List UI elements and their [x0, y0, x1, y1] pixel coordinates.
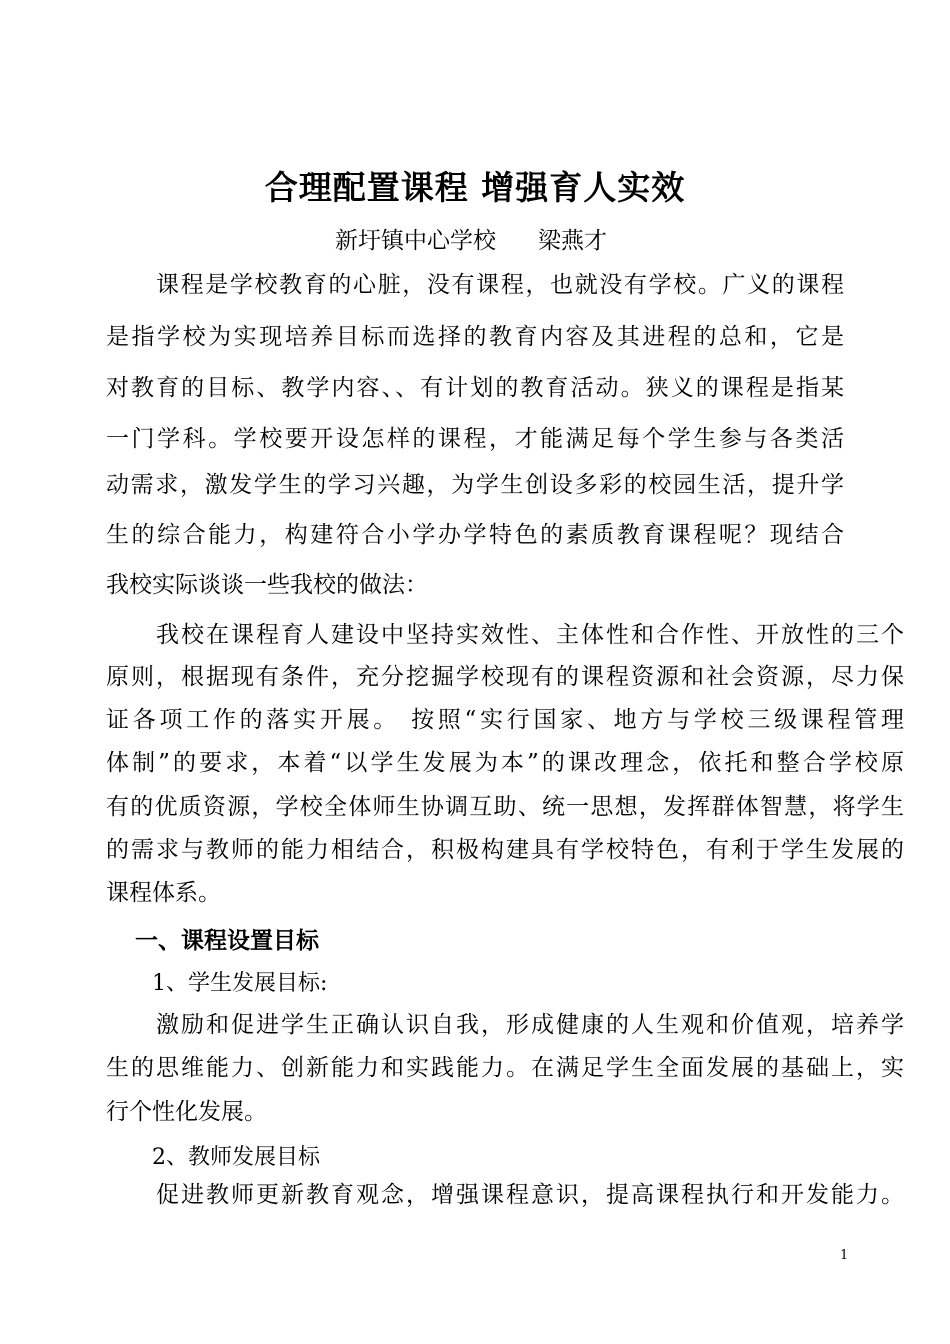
document-title: 合理配置课程 增强育人实效 [264, 168, 686, 207]
author-name: 梁燕才 [538, 228, 607, 254]
paragraph-2-line: 我校在课程育人建设中坚持实效性、主体性和合作性、开放性的三个 [156, 622, 904, 648]
paragraph-4-line: 促进教师更新教育观念，增强课程意识，提高课程执行和开发能力。 [156, 1182, 904, 1208]
paragraph-2-line: 的需求与教师的能力相结合，积极构建具有学校特色，有利于学生发展的 [106, 837, 904, 863]
page-number: 1 [840, 1248, 849, 1263]
paragraph-1-line: 动需求，激发学生的学习兴趣，为学生创设多彩的校园生活，提升学 [106, 472, 844, 498]
paragraph-2-line: 证各项工作的落实开展。 按照“实行国家、地方与学校三级课程管理 [106, 707, 904, 733]
subsection-heading: 2、教师发展目标 [152, 1145, 320, 1170]
paragraph-1-line: 课程是学校教育的心脏，没有课程，也就没有学校。广义的课程 [156, 272, 844, 298]
paragraph-3-line: 生的思维能力、创新能力和实践能力。在满足学生全面发展的基础上，实 [106, 1055, 904, 1081]
paragraph-2-line: 原则，根据现有条件，充分挖掘学校现有的课程资源和社会资源，尽力保 [106, 664, 904, 690]
paragraph-1-line: 生的综合能力，构建符合小学办学特色的素质教育课程呢？现结合 [106, 522, 844, 548]
paragraph-1-line: 我校实际谈谈一些我校的做法： [106, 572, 428, 598]
paragraph-2-line: 体制”的要求，本着“以学生发展为本”的课改理念，依托和整合学校原 [106, 750, 904, 776]
author-school: 新圩镇中心学校 [335, 228, 496, 254]
paragraph-1-line: 对教育的目标、教学内容、、有计划的教育活动。狭义的课程是指某 [106, 375, 844, 401]
author-line [335, 222, 607, 255]
paragraph-2-line: 有的优质资源，学校全体师生协调互助、统一思想，发挥群体智慧，将学生 [106, 794, 904, 820]
paragraph-3-line: 行个性化发展。 [106, 1099, 267, 1125]
subsection-heading: 1、学生发展目标: [152, 971, 328, 996]
section-heading: 一、课程设置目标 [135, 928, 319, 954]
paragraph-2-line: 课程体系。 [106, 880, 221, 906]
paragraph-1-line: 是指学校为实现培养目标而选择的教育内容及其进程的总和，它是 [106, 324, 844, 350]
paragraph-3-line: 激励和促进学生正确认识自我，形成健康的人生观和价值观，培养学 [156, 1012, 904, 1038]
paragraph-1-line: 一门学科。学校要开设怎样的课程，才能满足每个学生参与各类活 [106, 426, 844, 452]
